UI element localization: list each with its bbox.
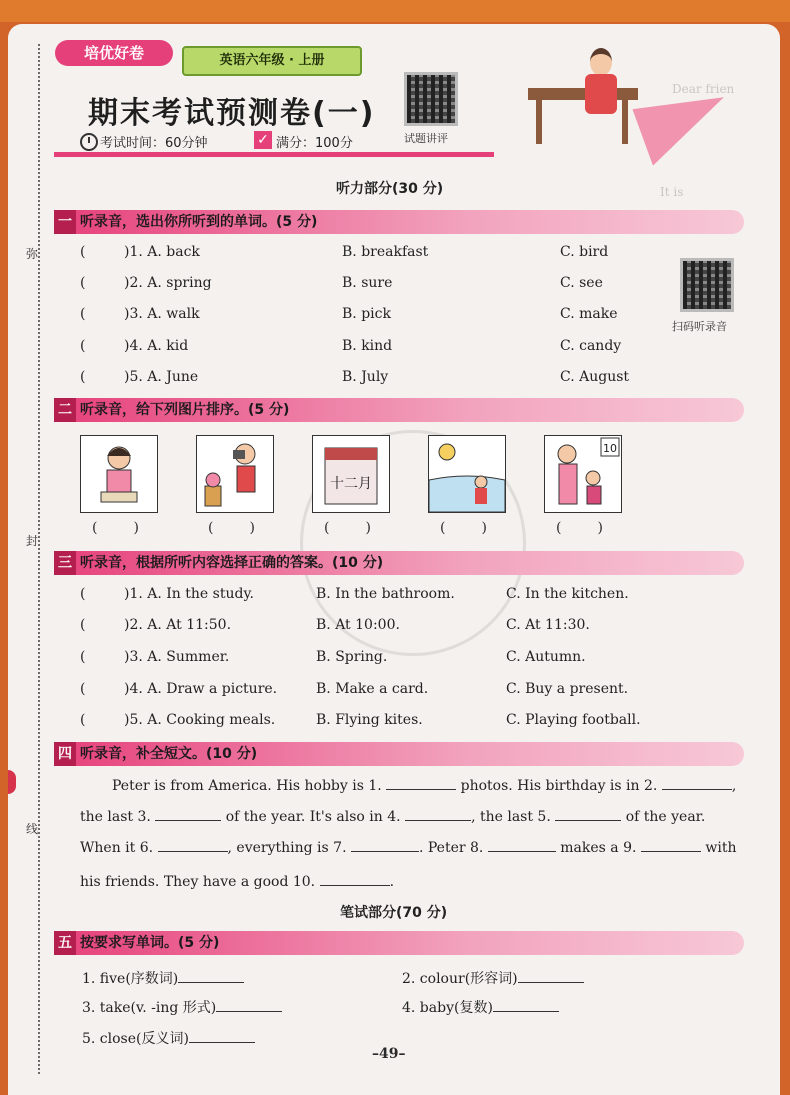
section-title: 听录音，选出你所听到的单词。(5 分) — [80, 214, 318, 230]
open-paren: ( — [208, 520, 214, 536]
option-c: C. candy — [560, 338, 622, 354]
option-b: B. pick — [342, 306, 391, 322]
passage-text: of the year. — [625, 809, 706, 825]
option-a: )5. A. June — [124, 369, 199, 385]
binding-char: 封 — [26, 530, 38, 551]
title-rule — [54, 152, 494, 157]
picture-answer-paren[interactable] — [208, 520, 255, 536]
blank-10[interactable] — [320, 885, 390, 886]
boy-illustration — [590, 48, 612, 76]
option-b: B. breakfast — [342, 244, 429, 260]
passage-text: , everything is 7. — [227, 840, 347, 856]
option-b: B. Make a card. — [316, 681, 429, 697]
option-c: C. make — [560, 306, 618, 322]
option-c: C. Autumn. — [506, 649, 586, 665]
section-number: 一 — [54, 210, 76, 234]
section-number: 四 — [54, 742, 76, 766]
picture-calendar — [312, 435, 390, 513]
option-b: B. In the bathroom. — [316, 586, 455, 602]
passage-line — [80, 874, 394, 890]
option-c: C. bird — [560, 244, 609, 260]
exam-title: 期末考试预测卷(一) — [88, 96, 376, 131]
qr-label-review: 试题讲评 — [404, 132, 448, 145]
option-c: C. Buy a present. — [506, 681, 629, 697]
passage-line — [80, 840, 736, 856]
option-c: C. see — [560, 275, 603, 291]
option-c: C. In the kitchen. — [506, 586, 629, 602]
passage-text: the last 3. — [80, 809, 151, 825]
clock-icon — [80, 133, 98, 151]
close-paren: ) — [365, 520, 371, 536]
section-2-header — [54, 398, 744, 422]
answer-paren[interactable]: ( — [80, 681, 86, 697]
answer-paren[interactable]: ( — [80, 649, 86, 665]
section-number: 二 — [54, 398, 76, 422]
picture-boy-camera — [196, 435, 274, 513]
blank-3[interactable] — [155, 820, 221, 821]
section-1-header — [54, 210, 744, 234]
option-b: B. At 10:00. — [316, 617, 400, 633]
blank-4[interactable] — [405, 820, 471, 821]
option-a: )2. A. spring — [124, 275, 212, 291]
answer-paren[interactable]: ( — [80, 338, 86, 354]
close-paren: ) — [481, 520, 487, 536]
open-paren: ( — [556, 520, 562, 536]
calendar-day: 10 — [603, 442, 617, 455]
section-5-header — [54, 931, 744, 955]
desk-leg — [622, 100, 628, 144]
desk-illustration — [528, 88, 638, 100]
word-task-4 — [402, 997, 559, 1017]
section-title: 按要求写单词。(5 分) — [80, 935, 220, 951]
picture-girl-writing — [80, 435, 158, 513]
close-paren: ) — [133, 520, 139, 536]
listening-part-title: 听力部分(30 分) — [336, 181, 444, 197]
option-a: )4. A. Draw a picture. — [124, 681, 278, 697]
word-task-3 — [82, 997, 282, 1017]
passage-line — [80, 809, 705, 825]
bleed-text: It is — [660, 185, 684, 199]
option-b: B. kind — [342, 338, 393, 354]
answer-paren[interactable]: ( — [80, 244, 86, 260]
answer-paren[interactable]: ( — [80, 712, 86, 728]
passage-text: photos. His birthday is in 2. — [460, 778, 658, 794]
blank-5[interactable] — [555, 820, 621, 821]
picture-answer-paren[interactable] — [92, 520, 139, 536]
qr-code-audio[interactable] — [680, 258, 734, 312]
task-text: 4. baby(复数) — [402, 1000, 493, 1016]
passage-text: Peter is from America. His hobby is 1. — [112, 778, 382, 794]
answer-paren[interactable]: ( — [80, 369, 86, 385]
passage-text: . — [389, 874, 395, 890]
qr-label-audio: 扫码听录音 — [672, 320, 727, 333]
full-score: 满分：100分 — [276, 136, 353, 151]
passage-text: . Peter 8. — [418, 840, 484, 856]
option-a: )3. A. Summer. — [124, 649, 230, 665]
answer-paren[interactable]: ( — [80, 306, 86, 322]
option-a: )1. A. back — [124, 244, 200, 260]
boy-body — [585, 74, 617, 114]
option-a: )2. A. At 11:50. — [124, 617, 232, 633]
task-text: 5. close(反义词) — [82, 1031, 189, 1047]
passage-text: with — [705, 840, 737, 856]
open-paren: ( — [92, 520, 98, 536]
word-task-5 — [82, 1028, 255, 1048]
qr-code-review[interactable] — [404, 72, 458, 126]
answer-paren[interactable]: ( — [80, 275, 86, 291]
answer-blank[interactable] — [518, 982, 584, 983]
answer-blank[interactable] — [178, 982, 244, 983]
series-badge: 培优好卷 — [55, 40, 173, 66]
blank-8[interactable] — [488, 851, 556, 852]
option-a: )1. A. In the study. — [124, 586, 254, 602]
passage-text: , the last 5. — [471, 809, 551, 825]
binding-line — [38, 44, 40, 1074]
page-number: –49– — [372, 1046, 406, 1062]
check-icon: ✓ — [254, 131, 272, 149]
picture-answer-paren[interactable] — [556, 520, 603, 536]
section-number: 三 — [54, 551, 76, 575]
task-text: 3. take(v. -ing 形式) — [82, 1000, 217, 1016]
exam-time: 考试时间：60分钟 — [100, 136, 208, 151]
word-task-2 — [402, 968, 584, 988]
passage-line — [112, 778, 736, 794]
blank-7[interactable] — [351, 851, 419, 852]
blank-9[interactable] — [641, 851, 701, 852]
desk-leg — [536, 100, 542, 144]
option-b: B. July — [342, 369, 389, 385]
option-b: B. Spring. — [316, 649, 388, 665]
option-a: )5. A. Cooking meals. — [124, 712, 276, 728]
passage-text: , — [731, 778, 737, 794]
open-paren: ( — [324, 520, 330, 536]
writing-part-title: 笔试部分(70 分) — [340, 905, 448, 921]
option-c: C. At 11:30. — [506, 617, 590, 633]
section-title: 听录音，根据所听内容选择正确的答案。(10 分) — [80, 555, 384, 571]
option-a: )3. A. walk — [124, 306, 200, 322]
frame-top-band — [0, 0, 790, 22]
calendar-text: 十二月 — [330, 476, 372, 492]
section-title: 听录音，补全短文。(10 分) — [80, 746, 258, 762]
passage-text: of the year. It's also in 4. — [225, 809, 401, 825]
option-c: C. Playing football. — [506, 712, 641, 728]
open-paren: ( — [440, 520, 446, 536]
word-task-1 — [82, 968, 244, 988]
close-paren: ) — [249, 520, 255, 536]
option-b: B. sure — [342, 275, 393, 291]
answer-paren[interactable]: ( — [80, 586, 86, 602]
task-text: 1. five(序数词) — [82, 971, 179, 987]
picture-answer-paren[interactable] — [440, 520, 487, 536]
answer-blank[interactable] — [216, 1011, 282, 1012]
answer-blank[interactable] — [189, 1042, 255, 1043]
option-a: )4. A. kid — [124, 338, 189, 354]
passage-text: makes a 9. — [560, 840, 637, 856]
grade-badge: 英语六年级 · 上册 — [182, 46, 362, 76]
passage-text: his friends. They have a good 10. — [80, 874, 316, 890]
answer-blank[interactable] — [493, 1011, 559, 1012]
blank-1[interactable] — [386, 789, 456, 790]
passage-text: When it 6. — [80, 840, 154, 856]
picture-answer-paren[interactable] — [324, 520, 371, 536]
binding-char: 弥 — [26, 243, 38, 264]
section-4-header — [54, 742, 744, 766]
binding-char: 线 — [26, 818, 38, 839]
picture-mother-flowers — [544, 435, 622, 513]
bleed-text: Dear frien — [672, 82, 735, 96]
close-paren: ) — [597, 520, 603, 536]
blank-6[interactable] — [158, 851, 228, 852]
option-b: B. Flying kites. — [316, 712, 423, 728]
section-number: 五 — [54, 931, 76, 955]
section-3-header — [54, 551, 744, 575]
task-text: 2. colour(形容词) — [402, 971, 518, 987]
picture-beach — [428, 435, 506, 513]
section-title: 听录音，给下列图片排序。(5 分) — [80, 402, 290, 418]
blank-2[interactable] — [662, 789, 732, 790]
answer-paren[interactable]: ( — [80, 617, 86, 633]
option-c: C. August — [560, 369, 630, 385]
